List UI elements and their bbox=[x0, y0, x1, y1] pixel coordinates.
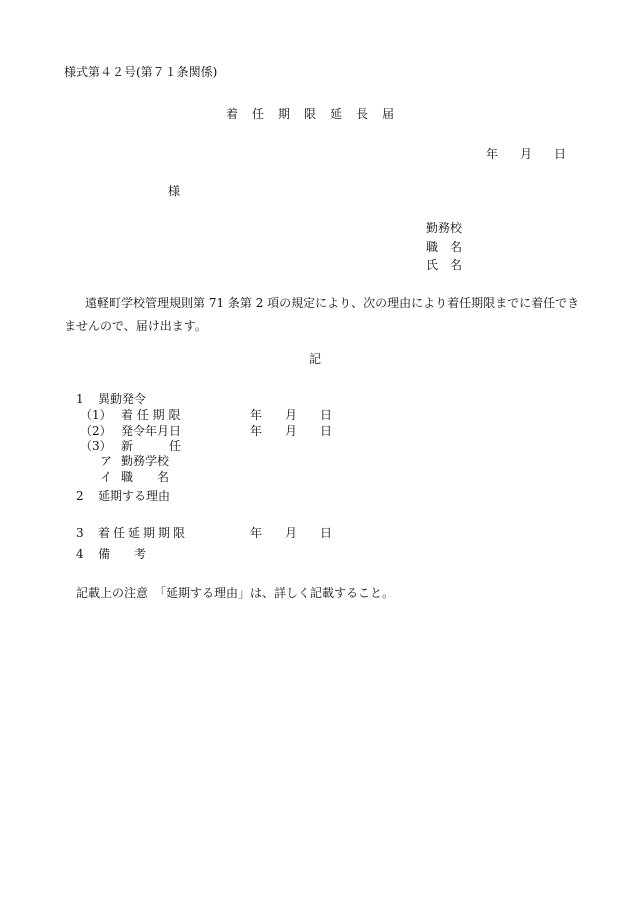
sub1-month: 月 bbox=[285, 408, 298, 422]
form-number: 様式第４２号(第７１条関係) bbox=[64, 65, 218, 79]
document-title: 着任期限延長届 bbox=[226, 107, 409, 121]
sub3-label: 新 任 bbox=[121, 439, 182, 453]
item3-day: 日 bbox=[320, 526, 333, 540]
item3-month: 月 bbox=[285, 526, 298, 540]
addressee-suffix: 様 bbox=[168, 184, 181, 198]
date-line bbox=[486, 146, 566, 162]
sub3a-label: 勤務学校 bbox=[121, 454, 170, 468]
sub1-year: 年 bbox=[250, 408, 263, 422]
item4-label: 備 考 bbox=[98, 547, 147, 561]
item1-label: 異動発令 bbox=[98, 392, 147, 406]
sub2-month: 月 bbox=[285, 424, 298, 438]
item2-number: 2 bbox=[76, 489, 84, 503]
item3-number: 3 bbox=[76, 526, 84, 540]
item2-label: 延期する理由 bbox=[98, 489, 171, 503]
sub2-number: （2） bbox=[80, 424, 112, 438]
sub3-number: （3） bbox=[80, 439, 112, 453]
sender-position-label: 職 名 bbox=[426, 240, 463, 254]
item4-number: 4 bbox=[76, 547, 84, 561]
sub1-label: 着 任 期 限 bbox=[121, 408, 181, 422]
sub3i-label: 職 名 bbox=[121, 470, 170, 484]
sub2-label: 発令年月日 bbox=[121, 424, 182, 438]
item3-year: 年 bbox=[250, 526, 263, 540]
sub3a-marker: ア bbox=[100, 454, 113, 468]
sub2-day: 日 bbox=[320, 424, 333, 438]
date-year: 年 bbox=[486, 147, 499, 161]
item1-number: 1 bbox=[76, 392, 84, 406]
sender-name-label: 氏 名 bbox=[426, 258, 463, 272]
sub1-day: 日 bbox=[320, 408, 333, 422]
body-paragraph: 遠軽町学校管理規則第 71 条第 2 項の規定により、次の理由により着任期限までに着任できませんので、届け出ます。 bbox=[64, 296, 580, 333]
date-month: 月 bbox=[520, 147, 533, 161]
sub1-number: （1） bbox=[80, 408, 112, 422]
item3-label: 着任延期期限 bbox=[98, 526, 189, 540]
ki-heading: 記 bbox=[309, 352, 322, 366]
entry-note: 記載上の注意 「延期する理由」は、詳しく記載すること。 bbox=[76, 586, 395, 600]
sender-school-label: 勤務校 bbox=[426, 221, 463, 235]
sub2-year: 年 bbox=[250, 424, 263, 438]
sub3i-marker: イ bbox=[100, 470, 113, 484]
date-day: 日 bbox=[554, 147, 567, 161]
